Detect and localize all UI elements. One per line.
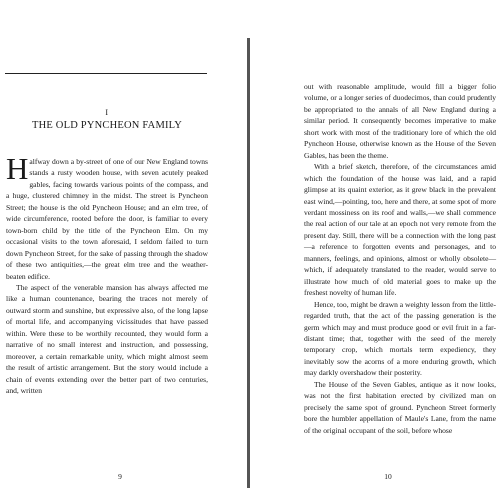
left-page (0, 0, 248, 500)
right-paragraph-3: Hence, too, might be drawn a weighty lesson from the little-regarded truth, that the act of the passing generation is the germ which may and must produce good or evil fruit in a far-distant time; that, together with the seed of the merely temporary crop, which mortals term expediency, they inevitably sow the acorns of a more enduring growth, which may darkly overshadow their posterity. (304, 299, 496, 378)
right-page (252, 0, 500, 500)
page-number-left: 9 (118, 472, 122, 481)
chapter-rule (5, 73, 207, 74)
right-page-text (304, 81, 496, 436)
chapter-number: I (105, 108, 109, 117)
page-number-right: 10 (384, 472, 392, 481)
right-paragraph-2: With a brief sketch, therefore, of the circumstances amid which the foundation of the house was laid, and a rapid glimpse at its quaint exterior, as it grew black in the prevalent east wind,—pointing, too, here and there, at some spot of more verdant mossiness on its roof and walls,—we shall commence the real action of our tale at an epoch not very remote from the present day. Still, there will be a connection with the long past—a reference to forgotten events and personages, and to manners, feelings, and opinions, almost or wholly obsolete—which, if adequately translated to the reader, would serve to illustrate how much of old material goes to make up the freshest novelty of human life. (304, 162, 496, 298)
left-paragraph-2: The aspect of the venerable mansion has always affected me like a human countenance, bearing the traces not merely of outward storm and sunshine, but expressive also, of the long lapse of mortal life, and accompanying vicissitudes that have passed within. Were these to be worthily recounted, they would form a narrative of no small interest and instruction, and possessing, moreover, a certain remarkable unity, which might almost seem the result of artistic arrangement. But the story would include a chain of events extending over the better part of two centuries, and, written (6, 282, 208, 396)
left-paragraph-1 (6, 151, 208, 282)
chapter-title: THE OLD PYNCHEON FAMILY (31, 120, 183, 131)
left-paragraph-1-text: alfway down a by-street of one of our New England towns stands a rusty wooden house, with seven acutely peaked gables, facing towards various points of the compass, and a huge, clustered chimney in the midst. The street is Pyncheon Street; the house is the old Pyncheon House; and an elm tree, of wide circumference, rooted before the door, is familiar to every town-born child by the title of the Pyncheon Elm. On my occasional visits to the town aforesaid, I seldom failed to turn down Pyncheon Street, for the sake of passing through the shadow of these two antiquities,—the great elm tree and the weather-beaten edifice. (6, 157, 208, 281)
book-gutter (247, 38, 250, 488)
right-paragraph-4: The House of the Seven Gables, antique as it now looks, was not the first habitation erected by civilized man on precisely the same spot of ground. Pyncheon Street formerly bore the humbler appellation of Maule's Lane, from the name of the original occupant of the soil, before whose (304, 379, 496, 435)
drop-cap: H (6, 151, 29, 186)
left-page-text (6, 151, 208, 397)
right-paragraph-1: out with reasonable amplitude, would fill a bigger folio volume, or a longer series of duodecimos, than could prudently be appropriated to the annals of all New England during a similar period. It consequently becomes imperative to make short work with most of the traditionary lore of which the old Pyncheon House, otherwise known as the House of the Seven Gables, has been the theme. (304, 82, 496, 160)
